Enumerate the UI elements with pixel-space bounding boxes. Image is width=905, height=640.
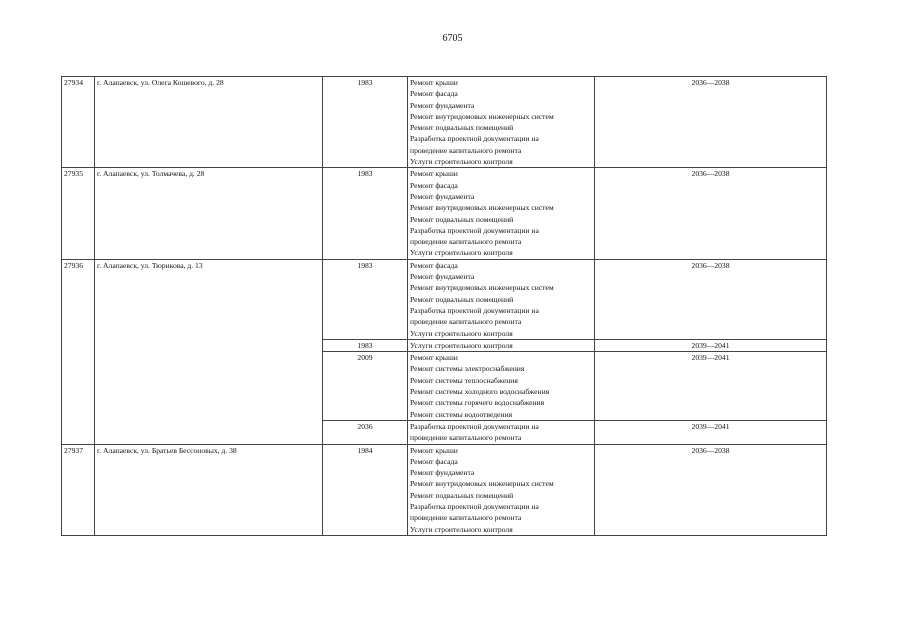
commission-year: 2036 — [323, 420, 408, 444]
record-number: 27937 — [62, 444, 95, 535]
work-type: Разработка проектной документации на — [410, 225, 539, 235]
work-type: Ремонт внутридомовых инженерных систем — [410, 203, 554, 213]
record-number: 27936 — [62, 259, 95, 444]
work-type: Услуги строительного контроля — [410, 524, 513, 534]
record-address: г. Алапаевск, ул. Толмачева, д. 28 — [95, 168, 323, 259]
work-type: Ремонт крыши — [410, 78, 458, 87]
work-type: Ремонт фундамента — [410, 100, 475, 110]
commission-year: 2009 — [323, 352, 408, 421]
record-address: г. Алапаевск, ул. Тюрикова, д. 13 — [95, 259, 323, 444]
planned-period: 2039—2041 — [595, 339, 827, 351]
record-address: г. Алапаевск, ул. Братьев Бессоновых, д. 38 — [95, 444, 323, 535]
record-address: г. Алапаевск, ул. Олега Кошевого, д. 28 — [95, 77, 323, 168]
record-number: 27935 — [62, 168, 95, 259]
work-type: Ремонт системы водоотведения — [410, 409, 513, 419]
work-type: проведение капитального ремонта — [410, 237, 522, 247]
planned-period: 2036—2038 — [595, 259, 827, 339]
commission-year: 1983 — [323, 339, 408, 351]
table-body — [62, 77, 827, 536]
work-type: Ремонт подвальных помещений — [410, 490, 514, 500]
repair-schedule-table — [61, 76, 827, 536]
work-type: Ремонт системы холодного водоснабжения — [410, 387, 550, 397]
work-type: Разработка проектной документации на — [410, 305, 539, 315]
work-type: Ремонт подвальных помещений — [410, 123, 514, 133]
work-type: Ремонт крыши — [410, 353, 458, 363]
work-type: Ремонт крыши — [410, 169, 458, 179]
work-types-cell — [408, 339, 595, 351]
table-row — [62, 444, 827, 535]
work-type: Ремонт системы теплоснабжения — [410, 375, 518, 385]
work-type: Ремонт подвальных помещений — [410, 294, 514, 304]
table-row — [62, 259, 827, 339]
work-type: проведение капитального ремонта — [410, 433, 522, 443]
planned-period: 2039—2041 — [595, 420, 827, 444]
work-types-cell — [408, 444, 595, 535]
work-type: Услуги строительного контроля — [410, 328, 513, 338]
work-type: Разработка проектной документации на — [410, 134, 539, 144]
work-type: Ремонт фундамента — [410, 191, 475, 201]
work-types-cell — [408, 420, 595, 444]
work-type: Разработка проектной документации на — [410, 421, 539, 431]
work-type: Услуги строительного контроля — [410, 248, 513, 258]
work-types-cell — [408, 352, 595, 421]
planned-period: 2036—2038 — [595, 168, 827, 259]
work-type: проведение капитального ремонта — [410, 513, 522, 523]
commission-year: 1983 — [323, 259, 408, 339]
work-type: Ремонт фундамента — [410, 468, 475, 478]
work-type: Ремонт фасада — [410, 89, 458, 99]
work-type: Ремонт фундамента — [410, 272, 475, 282]
page-number: 6705 — [442, 33, 463, 44]
work-type: Разработка проектной документации на — [410, 501, 539, 511]
work-type: Услуги строительного контроля — [410, 157, 513, 167]
work-type: Ремонт внутридомовых инженерных систем — [410, 111, 554, 121]
work-types-cell — [408, 77, 595, 168]
work-type: Ремонт системы горячего водоснабжения — [410, 398, 545, 408]
work-type: проведение капитального ремонта — [410, 145, 522, 155]
work-type: Ремонт подвальных помещений — [410, 214, 514, 224]
table-row — [62, 168, 827, 259]
work-type: Ремонт внутридомовых инженерных систем — [410, 479, 554, 489]
record-number: 27934 — [62, 77, 95, 168]
work-types-cell — [408, 259, 595, 339]
planned-period: 2039—2041 — [595, 352, 827, 421]
work-type: Ремонт внутридомовых инженерных систем — [410, 283, 554, 293]
commission-year: 1983 — [323, 168, 408, 259]
work-type: Ремонт системы электроснабжения — [410, 364, 525, 374]
work-type: Ремонт фасада — [410, 180, 458, 190]
work-type: Ремонт фасада — [410, 260, 458, 270]
work-type: проведение капитального ремонта — [410, 317, 522, 327]
planned-period: 2036—2038 — [595, 77, 827, 168]
planned-period: 2036—2038 — [595, 444, 827, 535]
table-row — [62, 77, 827, 168]
work-types-cell — [408, 168, 595, 259]
work-type: Ремонт фасада — [410, 456, 458, 466]
commission-year: 1983 — [323, 77, 408, 168]
work-type: Услуги строительного контроля — [410, 340, 513, 350]
work-type: Ремонт крыши — [410, 445, 458, 455]
commission-year: 1984 — [323, 444, 408, 535]
